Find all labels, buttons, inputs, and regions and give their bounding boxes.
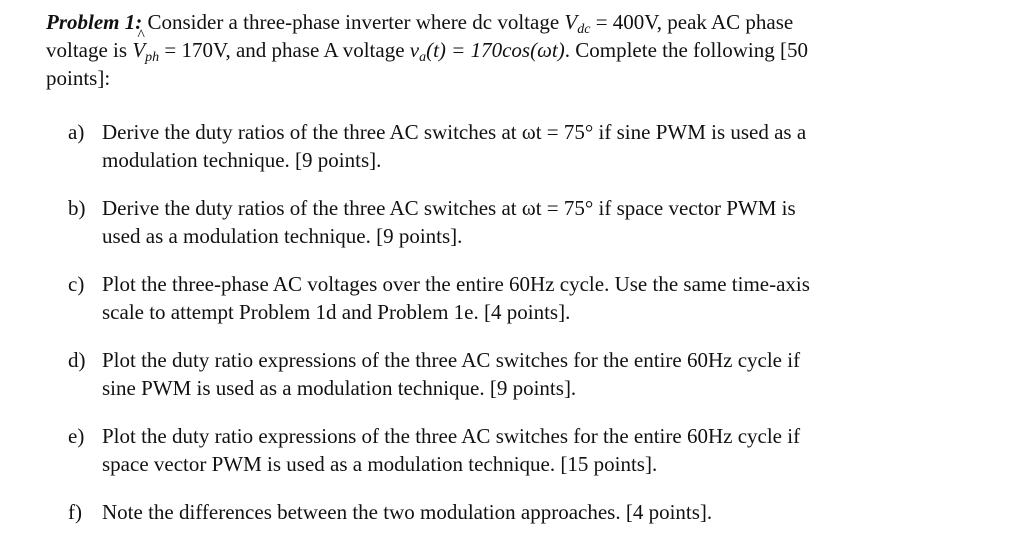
problem-line-2-tail: . Complete the following [50: [564, 38, 808, 62]
vdc-symbol: $V_{dc}$: [564, 10, 591, 37]
subquestion-marker: a): [68, 120, 85, 144]
vph-value: = 170V: [164, 38, 226, 62]
subquestion-marker: b): [68, 196, 86, 220]
problem-title: Problem 1:: [46, 10, 143, 34]
vph-symbol: ^ V: [132, 36, 145, 64]
subquestion-e: [68, 422, 968, 478]
subquestion-marker: d): [68, 348, 86, 372]
subquestion-marker: f): [68, 500, 82, 524]
subquestion-line-2: sine PWM is used as a modulation technique. [9 points].: [102, 376, 577, 400]
subquestion-line-1: Plot the three-phase AC voltages over the entire 60Hz cycle. Use the same time-axis: [102, 272, 810, 296]
va-symbol: $v_a$: [409, 38, 427, 65]
subquestion-line-1: Plot the duty ratio expressions of the three AC switches for the entire 60Hz cycle if: [102, 348, 801, 372]
subquestion-f: [68, 498, 968, 526]
subquestion-d: [68, 346, 968, 402]
problem-line-3: [46, 64, 976, 92]
subquestion-list: [68, 118, 968, 546]
problem-line-3-text: points]:: [46, 66, 111, 90]
subquestion-line-1: Derive the duty ratios of the three AC switches at ωt = 75° if space vector PWM is: [102, 196, 796, 220]
subquestion-line-1: Plot the duty ratio expressions of the three AC switches for the entire 60Hz cycle if: [102, 424, 801, 448]
problem-line-2-mid: , and phase A voltage: [225, 38, 405, 62]
subquestion-line-1: Derive the duty ratios of the three AC switches at ωt = 75° if sine PWM is used as a: [102, 120, 807, 144]
problem-line-1-tail: , peak AC phase: [656, 10, 794, 34]
subquestion-line-2: scale to attempt Problem 1d and Problem 1e. [4 points].: [102, 300, 571, 324]
subquestion-line-2: space vector PWM is used as a modulation technique. [15 points].: [102, 452, 658, 476]
subquestion-c: [68, 270, 968, 326]
subquestion-line-2: used as a modulation technique. [9 points].: [102, 224, 463, 248]
problem-line-1: [46, 8, 976, 36]
problem-statement: [46, 8, 976, 92]
subquestion-a: [68, 118, 968, 174]
problem-line-2-text: voltage is: [46, 38, 128, 62]
subquestion-marker: e): [68, 424, 85, 448]
subquestion-line-2: modulation technique. [9 points].: [102, 148, 382, 172]
subquestion-line-1: Note the differences between the two modulation approaches. [4 points].: [102, 500, 713, 524]
problem-line-1-text: Consider a three-phase inverter where dc voltage: [147, 10, 560, 34]
subquestion-b: [68, 194, 968, 250]
vph-subscript: ph: [145, 50, 160, 65]
va-expression: (t) = 170cos(ωt): [426, 38, 565, 62]
problem-line-2: [46, 36, 976, 64]
vdc-value: = 400V: [595, 10, 657, 34]
subquestion-marker: c): [68, 272, 85, 296]
